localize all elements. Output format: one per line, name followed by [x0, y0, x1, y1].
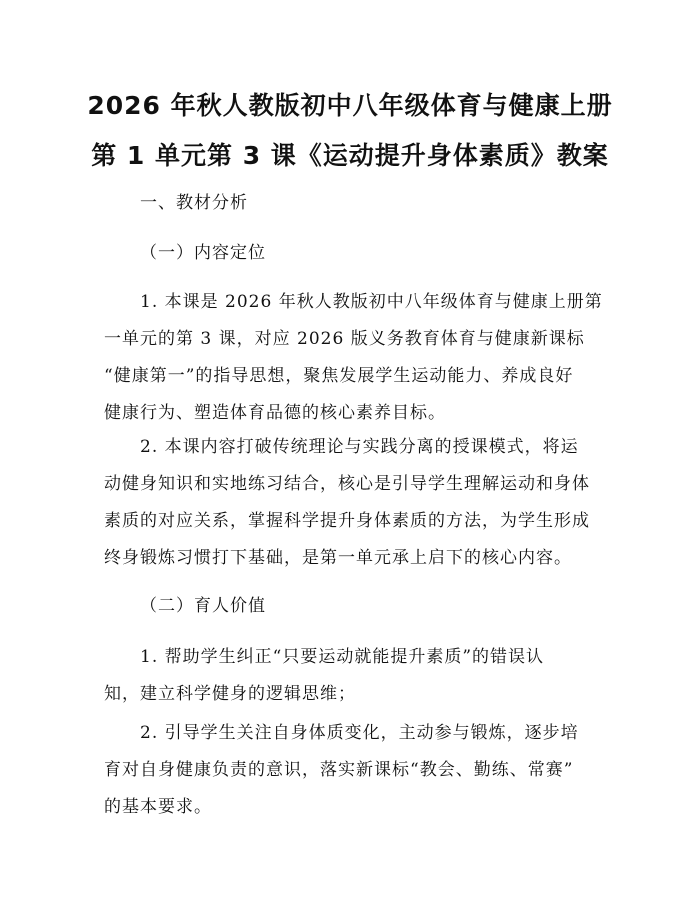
- paragraph-line: 终身锻炼习惯打下基础，是第一单元承上启下的核心内容。: [104, 548, 572, 568]
- paragraph-line: 健康行为、塑造体育品德的核心素养目标。: [104, 403, 446, 423]
- paragraph-content-positioning-1: [104, 284, 624, 432]
- subsection-heading-educational-value: （二）育人价值: [140, 596, 266, 616]
- paragraph-line: “健康第一”的指导思想，聚焦发展学生运动能力、养成良好: [104, 366, 574, 386]
- paragraph-line: 的基本要求。: [104, 797, 212, 817]
- document-title-line-1: 2026 年秋人教版初中八年级体育与健康上册: [87, 91, 613, 120]
- paragraph-line: 2. 本课内容打破传统理论与实践分离的授课模式，将运: [140, 437, 579, 457]
- paragraph-educational-value-1: [104, 639, 624, 713]
- document-title-line-2: 第 1 单元第 3 课《运动提升身体素质》教案: [91, 141, 609, 170]
- paragraph-line: 2. 引导学生关注自身体质变化，主动参与锻炼，逐步培: [140, 723, 579, 743]
- subsection-heading-content-positioning: （一）内容定位: [140, 243, 266, 263]
- paragraph-line: 1. 帮助学生纠正“只要运动就能提升素质”的错误认: [140, 647, 545, 667]
- paragraph-line: 育对自身健康负责的意识，落实新课标“教会、勤练、常赛”: [104, 760, 574, 780]
- paragraph-educational-value-2: [104, 715, 624, 826]
- paragraph-line: 知，建立科学健身的逻辑思维；: [104, 684, 356, 704]
- paragraph-content-positioning-2: [104, 429, 624, 577]
- section-heading-teaching-material-analysis: 一、教材分析: [140, 193, 248, 213]
- paragraph-line: 1. 本课是 2026 年秋人教版初中八年级体育与健康上册第: [140, 292, 603, 312]
- paragraph-line: 动健身知识和实地练习结合，核心是引导学生理解运动和身体: [104, 474, 590, 494]
- paragraph-line: 一单元的第 3 课，对应 2026 版义务教育体育与健康新课标: [104, 329, 585, 349]
- paragraph-line: 素质的对应关系，掌握科学提升身体素质的方法，为学生形成: [104, 511, 590, 531]
